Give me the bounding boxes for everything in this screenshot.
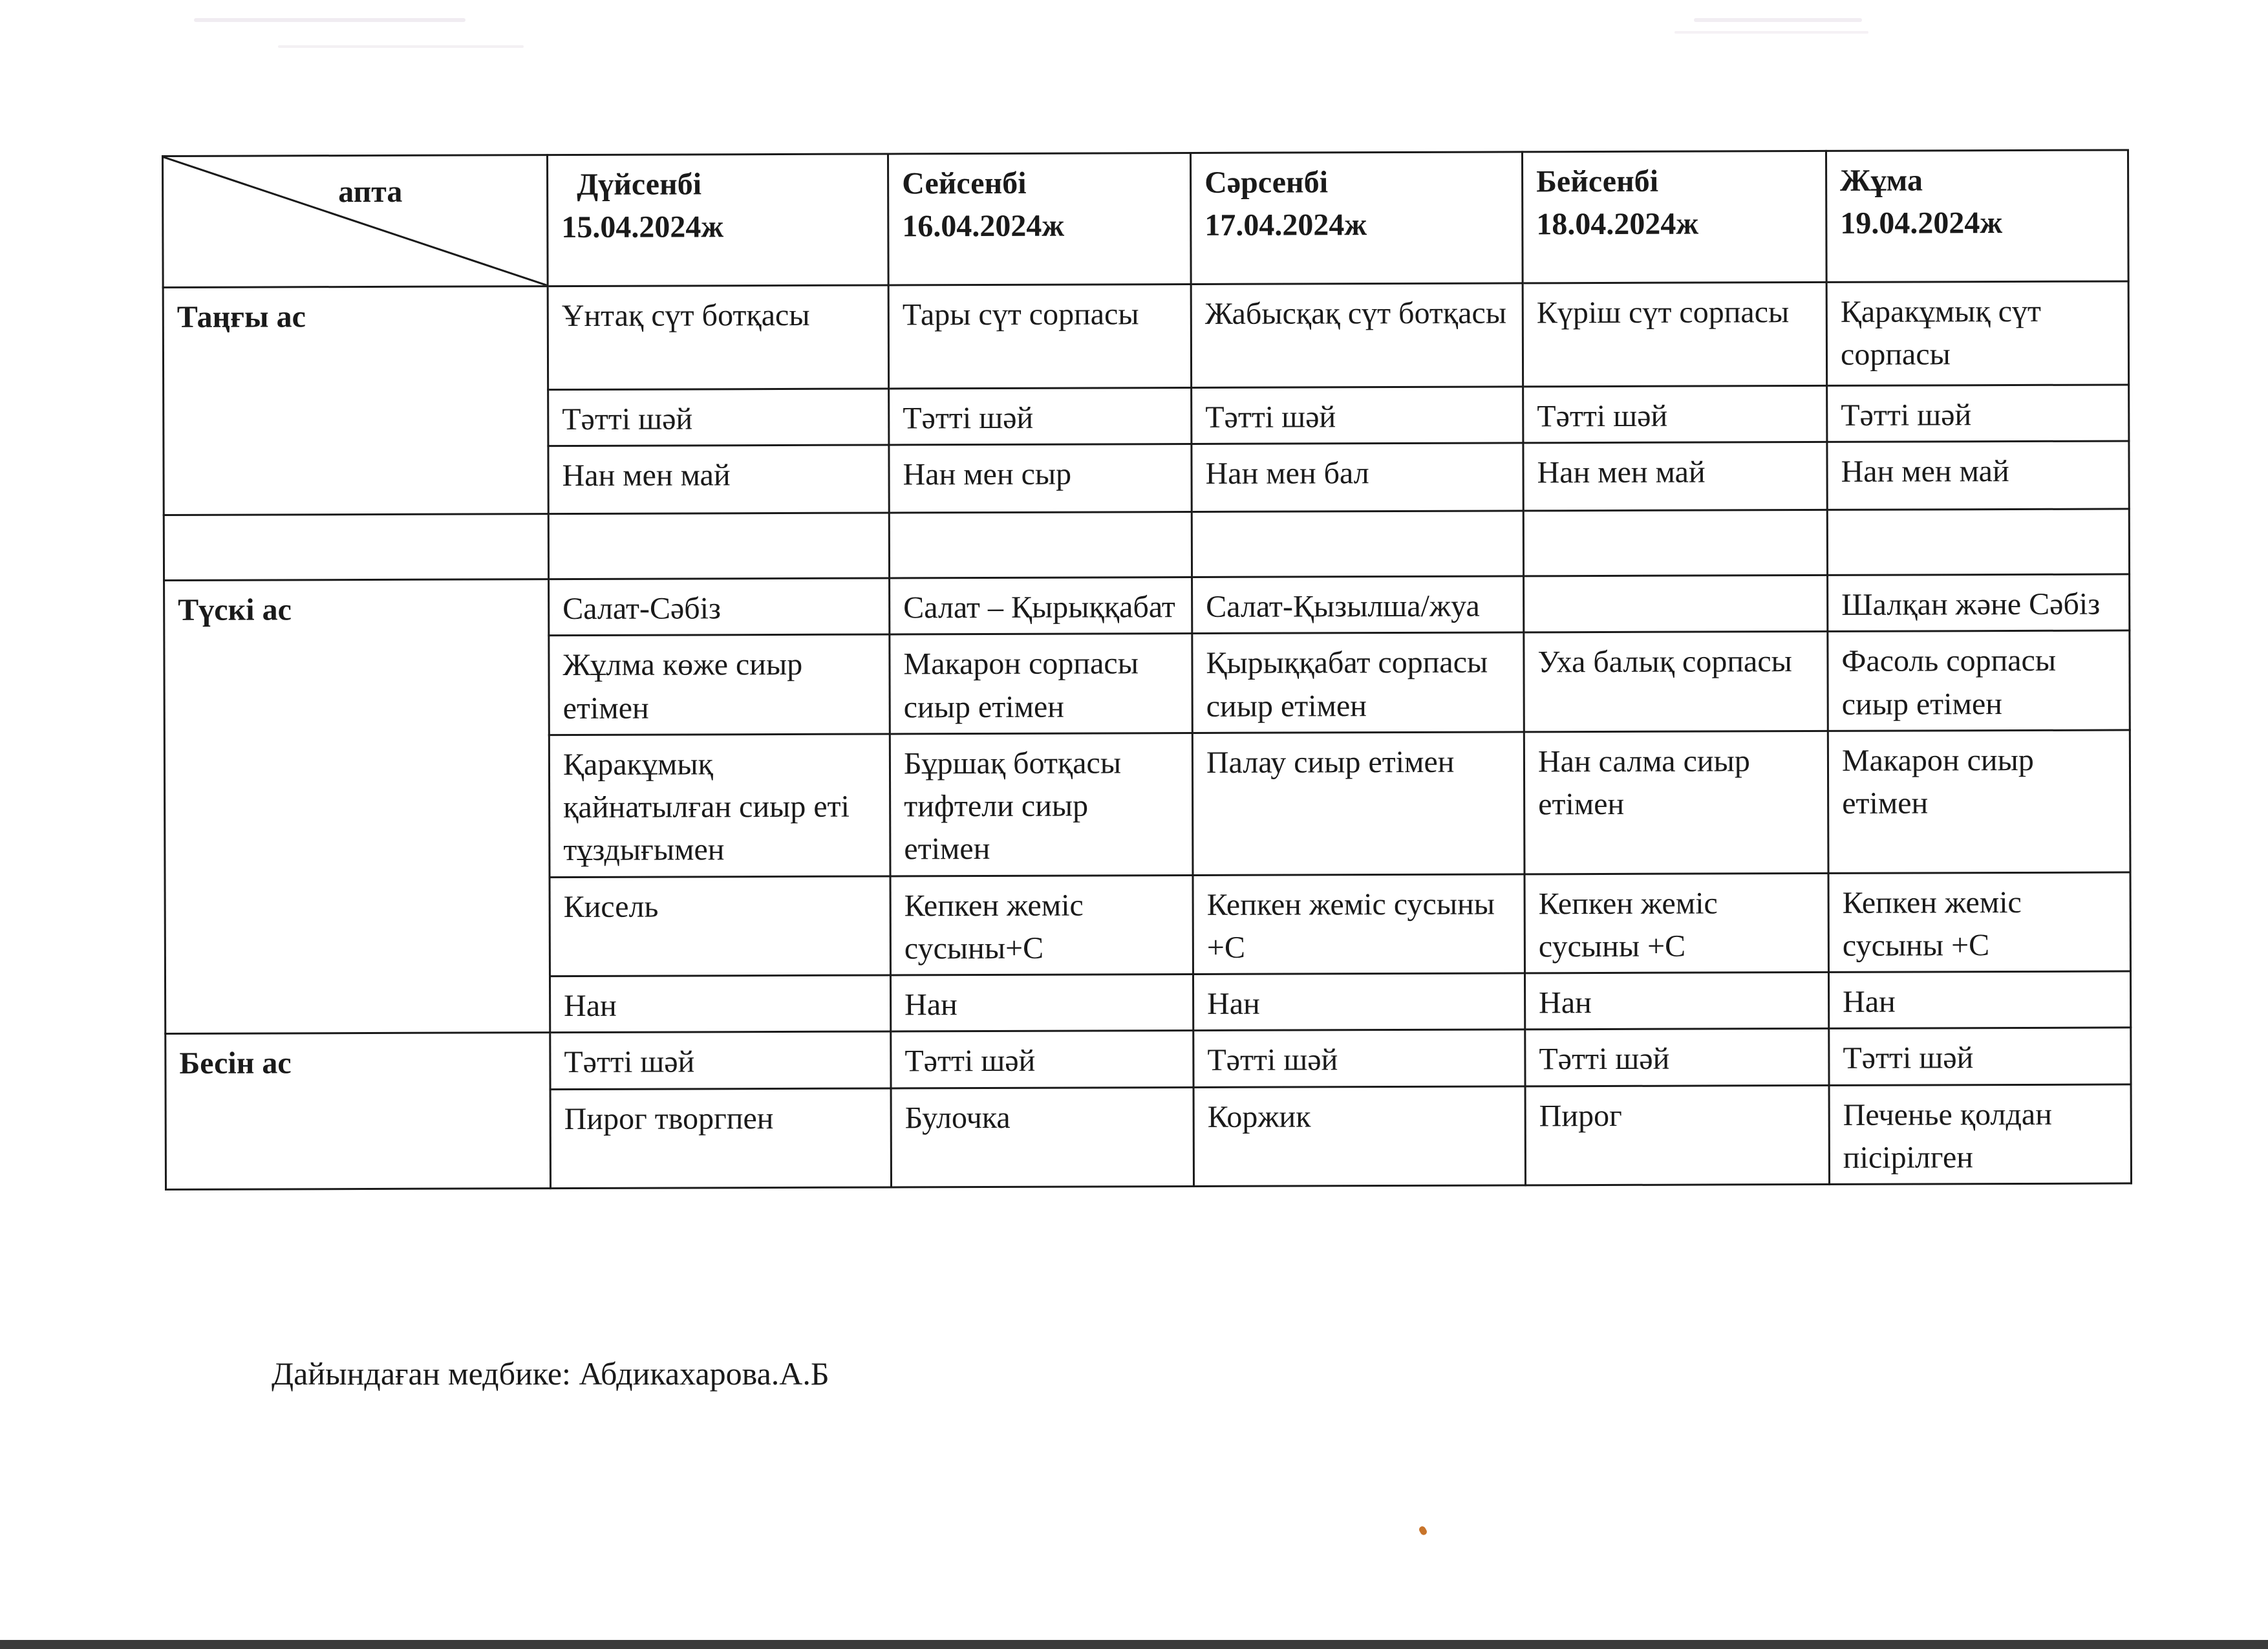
menu-cell: Макарон сиыр етімен	[1828, 730, 2130, 873]
day-header-monday	[548, 154, 889, 286]
day-header-thursday	[1522, 151, 1826, 283]
menu-cell: Салат – Қырыққабат	[890, 577, 1192, 635]
menu-cell: Фасоль сорпасы сиыр етімен	[1828, 630, 2130, 731]
day-date: 19.04.2024ж	[1840, 206, 2003, 241]
day-date: 18.04.2024ж	[1536, 206, 1699, 242]
empty-cell	[164, 514, 548, 581]
day-name: Сейсенбі	[902, 166, 1027, 201]
menu-cell: Кепкен жеміс сусыны+С	[890, 875, 1193, 975]
menu-cell: Тәтті шәй	[1193, 1029, 1525, 1087]
menu-cell: Нан мен сыр	[889, 444, 1192, 513]
scan-smudge	[1674, 31, 1868, 34]
day-header-wednesday	[1190, 152, 1523, 285]
meal-label-breakfast: Таңғы ас	[163, 286, 548, 515]
menu-cell: Салат-Қызылша/жуа	[1192, 576, 1524, 634]
menu-cell: Нан	[1524, 973, 1828, 1030]
menu-cell: Нан	[1193, 973, 1524, 1031]
menu-cell: Нан салма сиыр етімен	[1524, 731, 1828, 874]
day-header-tuesday	[888, 153, 1191, 285]
menu-cell: Жұлма көже сиыр етімен	[549, 634, 890, 735]
menu-cell: Шалқан және Сәбіз	[1828, 574, 2130, 632]
empty-cell	[889, 512, 1192, 578]
meal-label-snack: Бесін ас	[166, 1033, 551, 1190]
menu-cell: Пирог творгпен	[550, 1088, 891, 1189]
menu-cell: Тары сүт сорпасы	[888, 284, 1192, 388]
menu-cell: Қырыққабат сорпасы сиыр етімен	[1192, 632, 1524, 733]
menu-cell: Кисель	[550, 876, 890, 976]
menu-cell: Күріш сүт сорпасы	[1523, 282, 1827, 386]
menu-cell: Пирог	[1525, 1085, 1829, 1185]
menu-cell: Тәтті шәй	[1523, 385, 1827, 443]
menu-cell: Бұршақ ботқасы тифтели сиыр етімен	[890, 733, 1193, 876]
empty-cell	[1827, 509, 2129, 575]
menu-cell: Нан мен май	[1523, 442, 1827, 511]
menu-cell: Тәтті шәй	[1192, 387, 1523, 444]
weekly-menu-table	[162, 149, 2132, 1191]
breakfast-row	[163, 281, 2128, 391]
day-name: Дүйсенбі	[577, 167, 702, 202]
day-header-friday	[1826, 150, 2128, 282]
menu-cell: Кепкен жеміс сусыны +С	[1524, 873, 1828, 973]
empty-cell	[548, 513, 889, 579]
menu-cell: Кепкен жеміс сусыны +С	[1828, 872, 2130, 973]
menu-sheet	[162, 149, 2130, 1191]
day-date: 17.04.2024ж	[1204, 208, 1367, 243]
day-name: Жұма	[1840, 163, 1923, 198]
menu-cell: Тәтті шәй	[1829, 1028, 2131, 1085]
scan-speck	[1418, 1525, 1428, 1536]
menu-cell: Палау сиыр етімен	[1192, 732, 1524, 875]
menu-cell: Уха балық сорпасы	[1524, 632, 1828, 732]
day-date: 15.04.2024ж	[561, 210, 724, 245]
menu-cell: Макарон сорпасы сиыр етімен	[890, 634, 1192, 734]
lunch-row	[164, 574, 2130, 637]
day-name: Бейсенбі	[1536, 164, 1659, 199]
menu-cell: Тәтті шәй	[550, 1031, 891, 1089]
menu-cell: Печенье қолдан пісірілген	[1829, 1084, 2131, 1185]
menu-cell: Ұнтақ сүт ботқасы	[548, 285, 889, 390]
menu-cell: Нан мен май	[548, 445, 889, 514]
scan-smudge	[194, 18, 465, 22]
snack-row	[166, 1028, 2131, 1090]
day-name: Сәрсенбі	[1204, 165, 1329, 200]
menu-cell: Коржик	[1193, 1086, 1525, 1186]
corner-cell	[163, 155, 548, 288]
menu-cell: Булочка	[891, 1087, 1193, 1187]
header-row	[163, 150, 2129, 288]
menu-cell: Салат-Сәбіз	[549, 578, 890, 636]
empty-cell	[1192, 511, 1523, 577]
menu-cell: Жабысқақ сүт ботқасы	[1191, 283, 1523, 388]
menu-cell: Нан мен май	[1827, 441, 2129, 510]
menu-cell: Қаракұмық қайнатылған сиыр еті тұздығымен	[549, 734, 890, 877]
prepared-by-signature: Дайындаған медбике: Абдикахарова.А.Б	[272, 1355, 829, 1392]
day-date: 16.04.2024ж	[902, 208, 1065, 244]
menu-cell: Тәтті шәй	[891, 1031, 1193, 1088]
scan-edge	[0, 1640, 2268, 1649]
menu-cell: Тәтті шәй	[1525, 1029, 1829, 1086]
menu-cell: Нан	[890, 975, 1193, 1032]
menu-cell	[1524, 576, 1828, 633]
menu-cell: Нан	[550, 975, 890, 1033]
menu-cell: Тәтті шәй	[1827, 385, 2129, 442]
week-label: апта	[338, 174, 403, 210]
menu-cell: Нан	[1828, 971, 2130, 1029]
menu-cell: Тәтті шәй	[889, 387, 1192, 445]
scan-smudge	[278, 45, 524, 48]
empty-row	[164, 509, 2129, 581]
empty-cell	[1523, 510, 1827, 576]
scan-smudge	[1694, 18, 1862, 22]
menu-cell: Кепкен жеміс сусыны +С	[1193, 874, 1524, 975]
menu-cell: Нан мен бал	[1192, 443, 1523, 512]
meal-label-lunch: Түскі ас	[164, 579, 550, 1034]
menu-cell: Тәтті шәй	[548, 389, 889, 446]
menu-cell: Қаракұмық сүт сорпасы	[1826, 281, 2129, 385]
